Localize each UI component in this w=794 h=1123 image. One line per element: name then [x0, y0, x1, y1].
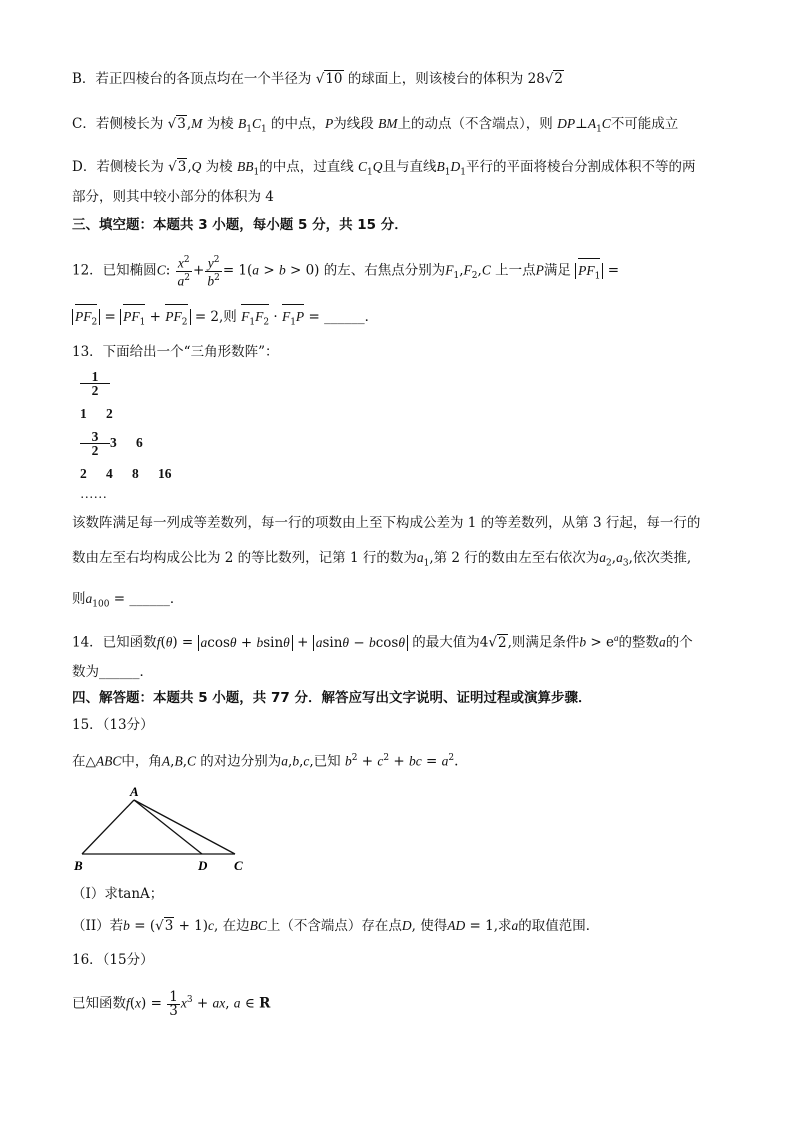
question-15-stem: 在△ABC中，角A,B,C 的对边分别为a,b,c,已知 $b^2 + c^2$ + bc = $a^2$. [72, 753, 459, 770]
question-16-head: 16．（15分） [72, 952, 154, 968]
side-ac [134, 800, 235, 854]
question-15-part-2: （II）若b = (√3 + 1)c, 在边BC上（不含端点）存在点D, 使得AD = 1,求a的取值范围． [72, 918, 600, 934]
question-15-part-1: （I）求tanA； [72, 886, 164, 902]
option-c: C．若侧棱长为 √3,M 为棱 $B_1C_1$ 的中点，P为线段 BM上的动点（不含端点），则 $DP\perp A_1C$不可能成立 [72, 116, 679, 135]
option-d-line2: 部分，则其中较小部分的体积为 4 [72, 189, 274, 205]
array-row-4: 2 4 8 16 [80, 466, 172, 481]
triangle-figure [70, 782, 270, 882]
array-dots: …… [80, 486, 107, 501]
question-13-desc-2: 数由左至右均构成公比为 2 的等比数列，记第 1 行的数为$a_1$,第 2 行的数由左至右依次为$a_2,a_3$,依次类推, [72, 550, 692, 569]
question-13-desc-1: 该数阵满足每一列成等差数列，每一行的项数由上至下构成公差为 1 的等差数列，从第 3 行起，每一行的 [72, 515, 701, 531]
section-3-title: 三、填空题：本题共 3 小题，每小题 5 分，共 15 分． [72, 217, 408, 233]
question-16-stem: 已知函数f(x) = $\frac{1}{3}$ $x^3$ + ax, a ∈ R [72, 988, 271, 1019]
question-13-desc-3: 则$a_{100}$ = ______． [72, 591, 184, 610]
section-4-title: 四、解答题：本题共 5 小题，共 77 分．解答应写出文字说明、证明过程或演算步骤． [72, 690, 592, 706]
option-b: B．若正四棱台的各顶点均在一个半径为 √10 的球面上，则该棱台的体积为 28√2 [72, 71, 563, 87]
question-12-line2: $PF_2 = PF_1 + PF_2 = 2$,则 $F_1F_2 \cdot F_1P$ = ______． [72, 307, 378, 333]
segment-ad [134, 800, 202, 854]
option-d: D．若侧棱长为 √3,Q 为棱 $BB_1$的中点，过直线 $C_1Q$且与直线$B_1D_1$平行的平面将棱台分割成体积不等的两 [72, 159, 696, 178]
label-d: D [198, 858, 208, 873]
question-14-line2: 数为______． [72, 664, 153, 680]
question-12: 12．已知椭圆C: $\frac{x^2}{a^2}$ + $\frac{y^2}{b^2}$ = 1(a > b > 0) 的左、右焦点分别为$F_1,F_2,C$ 上一点P满足 $PF_1$ = [72, 255, 620, 288]
question-13-intro: 13．下面给出一个“三角形数阵”： [72, 344, 279, 360]
side-ab [82, 800, 134, 854]
triangle-array [80, 370, 110, 397]
label-a: A [130, 784, 139, 799]
array-row-2: 1 2 [80, 406, 113, 421]
array-row-3: $\frac{3}{2}$ 3 6 [80, 430, 162, 457]
label-c: C [234, 858, 243, 873]
label-b: B [74, 858, 83, 873]
question-14: 14．已知函数f(θ) = acosθ + bsinθ + asinθ − bcosθ 的最大值为4√2,则满足条件$b > e^a$的整数a的个 [72, 633, 693, 651]
array-row-1: $\frac{1}{2}$ [80, 370, 110, 397]
question-15-head: 15．（13分） [72, 717, 154, 733]
